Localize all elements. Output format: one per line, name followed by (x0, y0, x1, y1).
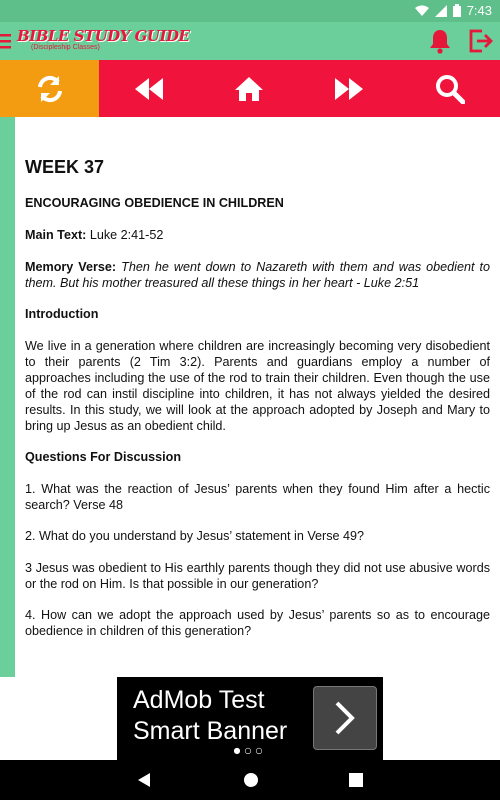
battery-icon (453, 4, 461, 17)
question-1: 1. What was the reaction of Jesus’ parents when they found Him after a hectic search? Verse 48 (25, 482, 490, 512)
home-circle-icon[interactable] (243, 772, 259, 788)
main-text (25, 227, 490, 243)
introduction-body: We live in a generation where children are increasingly becoming very disobedient to their parents (2 Tim 3:2). Parents and guardians employ a number of approaches including the use of the rod to train their children. Even though the use of the rod can instil discipline into children, it has not always yielded the desired results. In this study, we will look at the approach adopted by Joseph and Mary to bring up Jesus as an obedient child. (25, 339, 490, 433)
wifi-icon (415, 5, 429, 17)
ad-open-button[interactable] (313, 686, 377, 750)
ad-banner[interactable] (117, 677, 383, 760)
lesson-content (0, 117, 500, 677)
rewind-icon (134, 76, 164, 102)
search-icon (435, 74, 465, 104)
ad-line-2: Smart Banner (133, 717, 288, 745)
lesson-title: ENCOURAGING OBEDIENCE IN CHILDREN (25, 196, 284, 210)
fast-forward-icon (334, 76, 364, 102)
app-bar (0, 22, 500, 60)
introduction-heading: Introduction (25, 307, 99, 321)
question-2: 2. What do you understand by Jesus’ statement in Verse 49? (25, 529, 365, 543)
ad-page-indicator: ●○○ (233, 746, 267, 755)
memory-verse-text: Then he went down to Nazareth with them and was obedient to them. But his mother treasured all these things in her heart - Luke 2:51 (25, 260, 491, 290)
home-button[interactable] (199, 60, 299, 117)
refresh-icon (35, 74, 65, 104)
memory-verse (25, 259, 490, 291)
app-logo (17, 28, 189, 52)
next-button[interactable] (299, 60, 399, 117)
question-4: 4. How can we adopt the approach used by Jesus’ parents so as to encourage obedience in children of this generation? (25, 608, 490, 638)
status-bar (0, 0, 500, 22)
menu-icon[interactable] (0, 31, 12, 51)
system-nav-bar (0, 760, 500, 800)
week-heading: WEEK 37 (25, 157, 105, 177)
questions-heading: Questions For Discussion (25, 450, 182, 464)
ad-text (133, 685, 287, 747)
chevron-right-icon (332, 700, 358, 736)
recents-icon[interactable] (349, 772, 363, 787)
refresh-button[interactable] (0, 60, 99, 117)
logo-subtitle: (Discipleship Classes) (31, 44, 100, 51)
memory-verse-label: Memory Verse: (25, 260, 117, 274)
exit-icon[interactable] (468, 28, 494, 54)
main-text-label: Main Text: (25, 228, 87, 242)
question-3: 3 Jesus was obedient to His earthly parents though they did not use abusive words or the rod on Him. Is that possible in our generation? (25, 561, 490, 591)
ad-line-1: AdMob Test (133, 686, 265, 714)
back-icon[interactable] (137, 772, 151, 788)
main-text-reference: Luke 2:41-52 (89, 228, 164, 242)
ad-area (0, 677, 500, 760)
home-icon (234, 76, 264, 102)
bell-icon[interactable] (428, 28, 452, 54)
navigation-toolbar (0, 60, 500, 117)
logo-title: BIBLE STUDY GUIDE (17, 27, 190, 45)
signal-icon (435, 5, 447, 17)
previous-button[interactable] (99, 60, 199, 117)
search-button[interactable] (399, 60, 500, 117)
status-time: 7:43 (466, 3, 492, 18)
left-accent-stripe (0, 117, 15, 677)
